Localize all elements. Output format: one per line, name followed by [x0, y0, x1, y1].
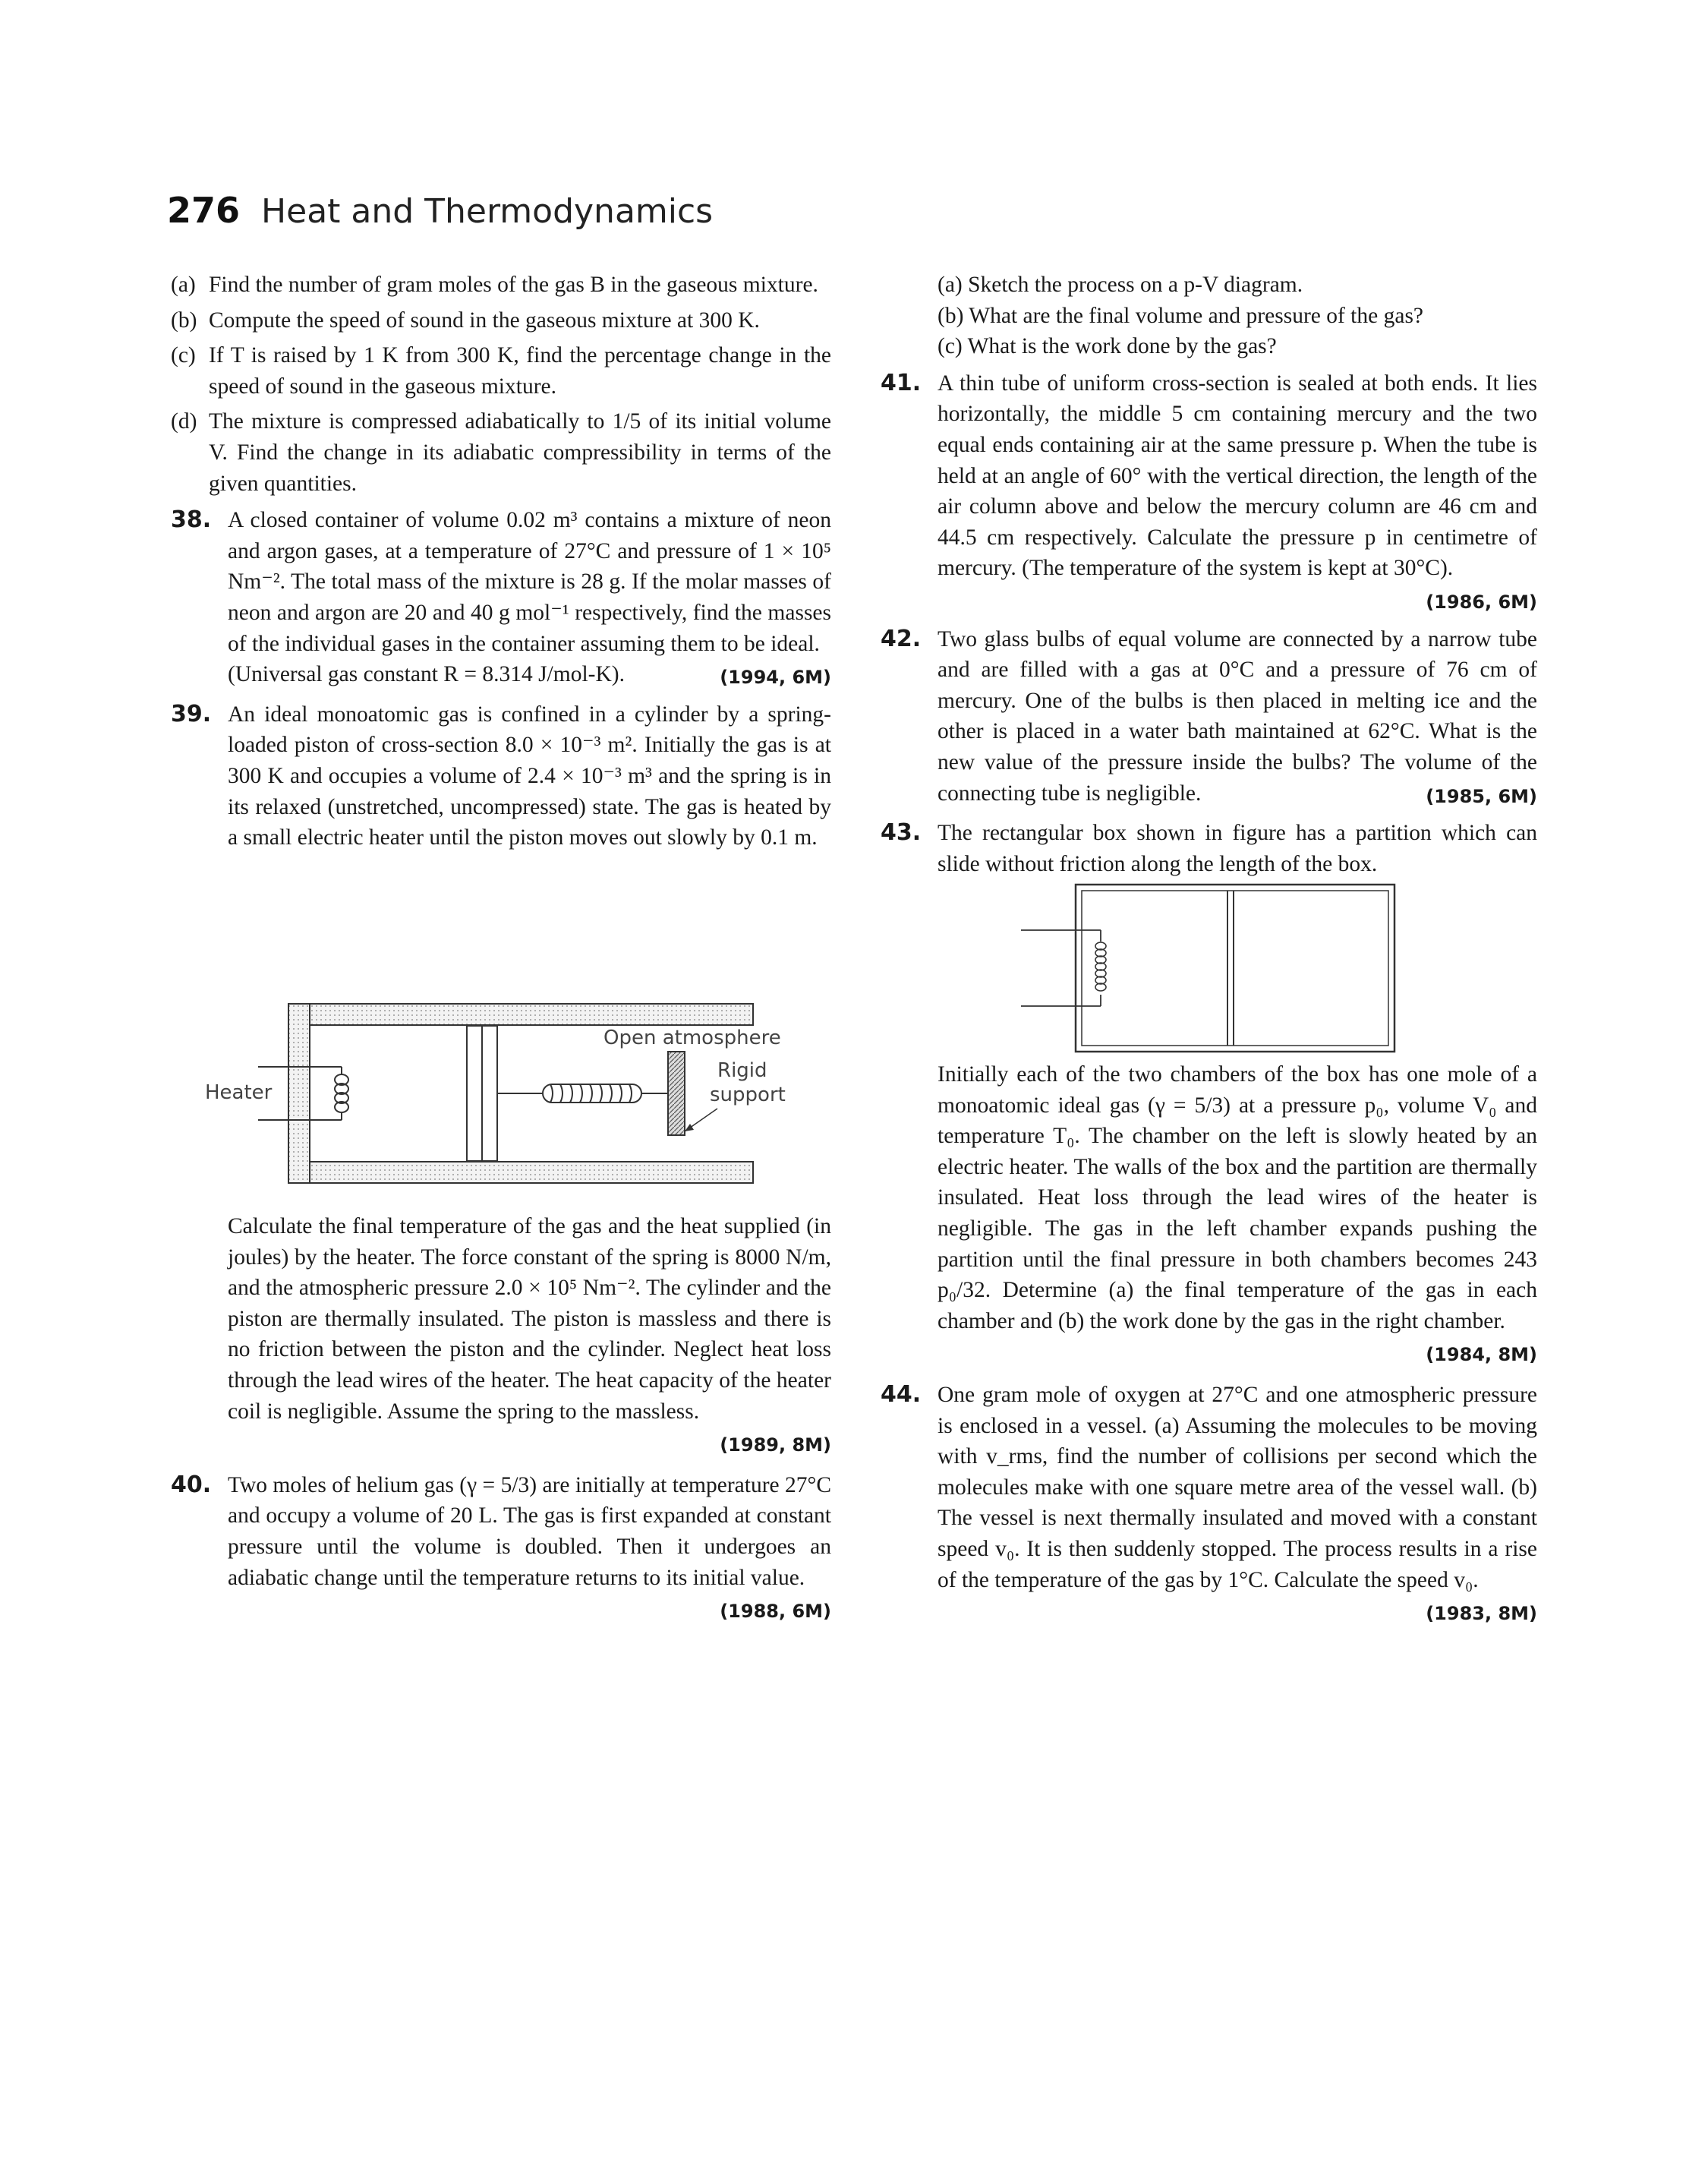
chapter-title: Heat and Thermodynamics — [261, 192, 714, 231]
question-text: Two glass bulbs of equal volume are connected by a narrow tube and are filled with a gas at 0°C and a pressure of 76 cm of mercury. One of the bulbs is then placed in melting ice and the other is placed in a water bath maintained at 62°C. What is the new value of the pressure inside the bulbs? The volume of the connecting tube is negligible. — [938, 626, 1537, 806]
question-43 — [881, 818, 1537, 879]
question-38 — [171, 505, 831, 693]
question-42 — [881, 624, 1537, 812]
question-39 — [171, 699, 831, 853]
q37-part-d: (d) The mixture is compressed adiabatically to 1/5 of its initial volume V. Find the change in its adiabatic compressibility in terms of the given quantities. — [171, 409, 831, 496]
question-39-continued — [171, 1211, 831, 1461]
support-label: support — [710, 1084, 786, 1106]
question-text: The rectangular box shown in figure has a partition which can slide without friction along the length of the box. — [938, 821, 1537, 876]
q40-part-c: (c) What is the work done by the gas? — [938, 334, 1277, 359]
cylinder-end-wall — [288, 1004, 310, 1183]
question-number: 43. — [881, 819, 922, 847]
q37-part-c: (c) If T is raised by 1 K from 300 K, find the percentage change in the speed of sound in the gaseous mixture. — [171, 343, 831, 399]
rigid-support — [668, 1052, 685, 1135]
source-tag: (1985, 6M) — [1426, 785, 1537, 807]
source-tag: (1989, 8M) — [720, 1434, 831, 1456]
source-tag: (1983, 8M) — [1426, 1603, 1537, 1625]
question-number: 40. — [171, 1471, 212, 1498]
question-41 — [881, 368, 1537, 618]
q40-part-a: (a) Sketch the process on a p-V diagram. — [938, 273, 1303, 297]
cylinder-bottom-wall — [288, 1162, 753, 1183]
heater-label: Heater — [205, 1081, 273, 1104]
question-text: Initially each of the two chambers of the box has one mole of a monoatomic ideal gas (γ = 5/3) at a pressure p₀, volume V₀ and temperature T₀. The chamber on the left is slowly heated by an electric heater. The walls of the box and the partition are thermally insulated. Heat loss through the lead wires of the heater is negligible. The gas in the left chamber expands pushing the partition until the final pressure in both chambers becomes 243 p₀/32. Determine (a) the final temperature of the gas in each chamber and (b) the work done by the gas in the right chamber. — [938, 1062, 1537, 1333]
source-tag: (1994, 6M) — [720, 667, 831, 689]
q40-part-b: (b) What are the final volume and pressure of the gas? — [938, 303, 1424, 328]
left-column — [171, 270, 831, 853]
box-outer-wall — [1076, 885, 1394, 1052]
question-number: 42. — [881, 625, 922, 652]
right-column — [881, 270, 1537, 879]
open-atmosphere-label: Open atmosphere — [603, 1027, 781, 1049]
question-44 — [881, 1380, 1537, 1629]
cylinder-top-wall — [288, 1004, 753, 1025]
q37-part-a: (a) Find the number of gram moles of the gas B in the gaseous mixture. — [171, 273, 818, 297]
page-header — [167, 190, 713, 243]
rigid-label: Rigid — [717, 1059, 767, 1082]
question-number: 38. — [171, 506, 212, 534]
source-tag: (1984, 8M) — [1426, 1344, 1537, 1366]
source-tag: (1986, 6M) — [1426, 591, 1537, 613]
question-40-parts — [881, 270, 1537, 362]
question-number: 39. — [171, 700, 212, 727]
question-text: A closed container of volume 0.02 m³ contains a mixture of neon and argon gases, at a temperature of 27°C and pressure of 1 × 10⁵ Nm⁻². The total mass of the mixture is 28 g. If the molar masses of neon and argon are 20 and 40 g mol⁻¹ respectively, find the masses of the individual gases in the container assuming them to be ideal. — [228, 508, 831, 656]
question-43-continued — [881, 1059, 1537, 1371]
question-text: An ideal monoatomic gas is confined in a cylinder by a spring-loaded piston of cross-section 8.0 × 10⁻³ m². Initially the gas is at 300 K and occupies a volume of 2.4 × 10⁻³ m³ and the spring is in its relaxed (unstretched, uncompressed) state. The gas is heated by a small electric heater until the piston moves out slowly by 0.1 m. — [228, 702, 831, 850]
source-tag: (1988, 6M) — [720, 1601, 831, 1623]
question-number: 41. — [881, 369, 922, 396]
question-number: 44. — [881, 1380, 922, 1408]
partition-box-figure — [1021, 881, 1401, 1055]
question-40 — [171, 1470, 831, 1627]
question-text: Two moles of helium gas (γ = 5/3) are initially at temperature 27°C and occupy a volume of 20 L. The gas is first expanded at constant pressure until the volume is doubled. Then it undergoes an adiabatic change until the temperature returns to its initial value. — [228, 1472, 831, 1590]
q37-part-b: (b) Compute the speed of sound in the gaseous mixture at 300 K. — [171, 308, 760, 333]
question-text: Calculate the final temperature of the gas and the heat supplied (in joules) by the heater. The force constant of the spring is 8000 N/m, and the atmospheric pressure 2.0 × 10⁵ Nm⁻². The cylinder and the piston are thermally insulated. The piston is massless and there is no friction between the piston and the cylinder. Neglect heat loss through the lead wires of the heater. The heat capacity of the heater coil is negligible. Assume the spring to the massless. — [228, 1214, 831, 1424]
question-text: A thin tube of uniform cross-section is sealed at both ends. It lies horizontally, the middle 5 cm containing mercury and the two equal ends containing air at the same pressure p. When the tube is held at an angle of 60° with the vertical direction, the length of the air column above and below the mercury column are 46 cm and 44.5 cm respectively. Calculate the pressure p in centimetre of mercury. (The temperature of the system is kept at 30°C). — [938, 371, 1537, 581]
right-column-lower — [881, 1059, 1537, 1629]
left-column-lower — [171, 1211, 831, 1627]
question-extra: (Universal gas constant R = 8.314 J/mol-K). (1994, 6M) — [228, 659, 831, 690]
question-text: One gram mole of oxygen at 27°C and one atmospheric pressure is enclosed in a vessel. (a) Assuming the molecules to be moving with v_rms, find the number of collisions per second which the molecules make with one square metre area of the vessel wall. (b) The vessel is next thermally insulated and moved with a constant speed v₀. It is then suddenly stopped. The process results in a rise of the temperature of the gas by 1°C. Calculate the speed v₀. — [938, 1382, 1537, 1592]
cylinder-piston-figure — [205, 995, 797, 1200]
page-number: 276 — [167, 190, 241, 231]
